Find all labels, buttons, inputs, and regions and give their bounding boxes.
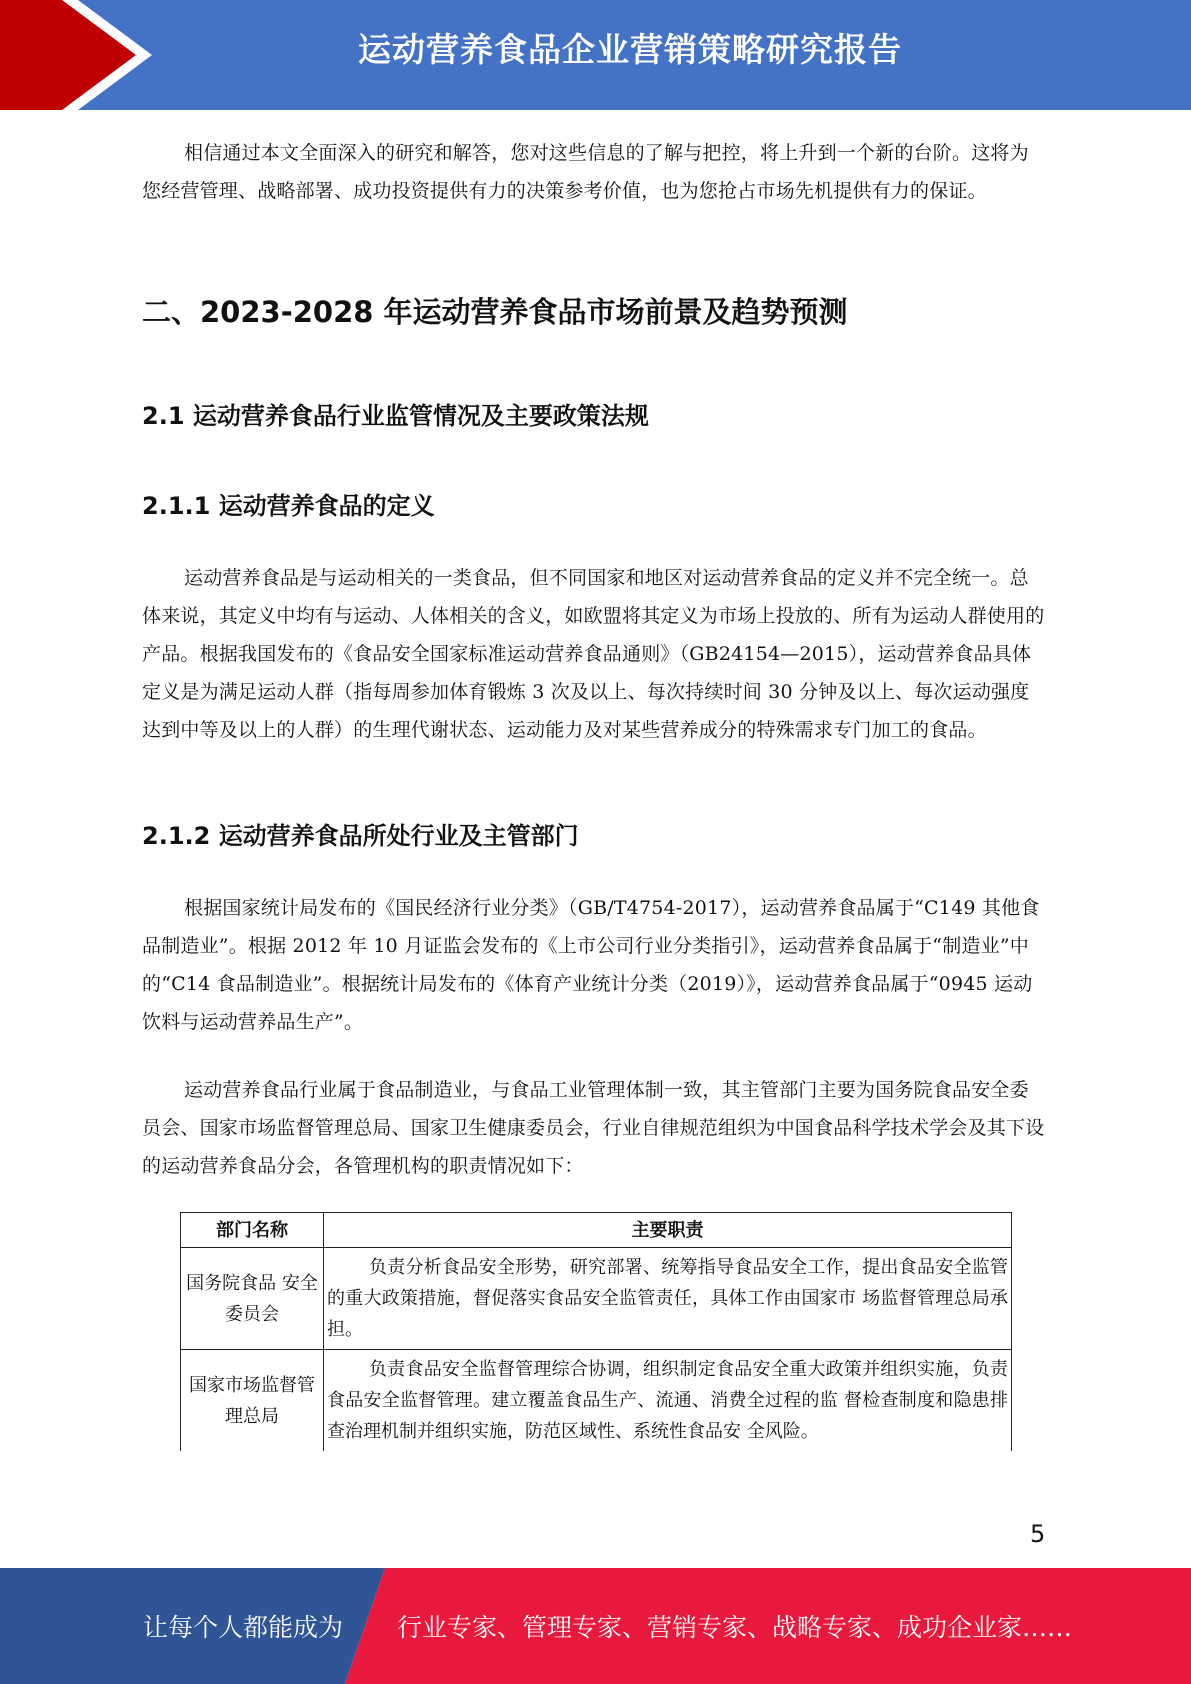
table-header-dept: 部门名称 xyxy=(181,1213,324,1248)
footer-right-text: 行业专家、管理专家、营销专家、战略专家、成功企业家…… xyxy=(397,1613,1073,1642)
authority-table xyxy=(180,1212,1012,1451)
definition-paragraph xyxy=(142,559,1047,749)
industry-text: 根据国家统计局发布的《国民经济行业分类》（GB/T4754-2017），运动营养食品属于“C149 其他食品制造业”。根据 2012 年 10 月证监会发布的《上市公司行业分类指引》，运动营养食品属于“制造业”中的“C14 食品制造业”。根据统计局发布的《体育产业统计分类（2019）》，运动营养食品属于“0945 运动饮料与运动营养品生产”。 xyxy=(142,897,1040,1033)
table-cell-dept: 国务院食品 安全委员会 xyxy=(181,1248,324,1350)
authority-paragraph xyxy=(142,1071,1047,1185)
industry-paragraph xyxy=(142,889,1047,1041)
table-header-duty: 主要职责 xyxy=(324,1213,1012,1248)
header-banner xyxy=(0,0,1191,110)
table-cell-dept: 国家市场监督管理总局 xyxy=(181,1350,324,1452)
table-cell-duty: 负责食品安全监督管理综合协调，组织制定食品安全重大政策并组织实施，负责食品安全监督管理。建立覆盖食品生产、流通、消费全过程的监 督检查制度和隐患排查治理机制并组织实施，防范区域性、系统性食品安 全风险。 xyxy=(324,1350,1012,1452)
authority-text: 运动营养食品行业属于食品制造业，与食品工业管理体制一致，其主管部门主要为国务院食品安全委员会、国家市场监督管理总局、国家卫生健康委员会，行业自律规范组织为中国食品科学技术学会及其下设的运动营养食品分会，各管理机构的职责情况如下： xyxy=(142,1079,1045,1177)
footer-left-text: 让每个人都能成为 xyxy=(143,1613,344,1642)
table-row xyxy=(181,1350,1012,1452)
definition-text: 运动营养食品是与运动相关的一类食品，但不同国家和地区对运动营养食品的定义并不完全统一。总体来说，其定义中均有与运动、人体相关的含义，如欧盟将其定义为市场上投放的、所有为运动人群使用的产品。根据我国发布的《食品安全国家标准运动营养食品通则》（GB24154—2015），运动营养食品具体定义是为满足运动人群（指每周参加体育锻炼 3 次及以上、每次持续时间 30 分钟及以上、每次运动强度达到中等及以上的人群）的生理代谢状态、运动能力及对某些营养成分的特殊需求专门加工的食品。 xyxy=(142,567,1045,741)
subsection-heading-2-1: 2.1 运动营养食品行业监管情况及主要政策法规 xyxy=(142,402,649,430)
table-header-row xyxy=(181,1213,1012,1248)
intro-text: 相信通过本文全面深入的研究和解答，您对这些信息的了解与把控，将上升到一个新的台阶。这将为您经营管理、战略部署、成功投资提供有力的决策参考价值，也为您抢占市场先机提供有力的保证。 xyxy=(142,142,1029,202)
page-number: 5 xyxy=(1030,1520,1046,1548)
table-cell-duty: 负责分析食品安全形势，研究部署、统筹指导食品安全工作，提出食品安全监管的重大政策措施，督促落实食品安全监管责任，具体工作由国家市 场监督管理总局承担。 xyxy=(324,1248,1012,1350)
table-row xyxy=(181,1248,1012,1350)
intro-paragraph xyxy=(142,134,1047,210)
header-title: 运动营养食品企业营销策略研究报告 xyxy=(358,30,902,69)
subsection-heading-2-1-1: 2.1.1 运动营养食品的定义 xyxy=(142,492,435,520)
subsection-heading-2-1-2: 2.1.2 运动营养食品所处行业及主管部门 xyxy=(142,822,579,850)
header-arrow-icon xyxy=(0,0,160,110)
section-heading: 二、2023-2028 年运动营养食品市场前景及趋势预测 xyxy=(142,295,848,329)
footer-banner xyxy=(0,1568,1191,1684)
